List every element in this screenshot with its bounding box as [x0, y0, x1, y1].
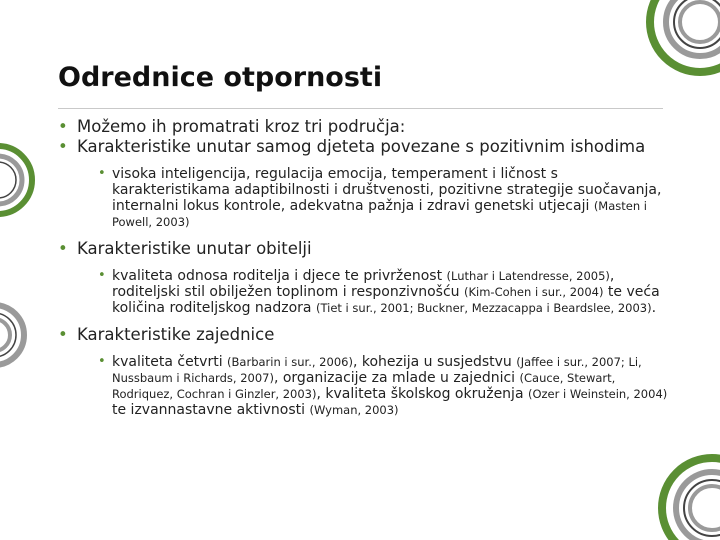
citation: (Wyman, 2003) — [309, 403, 399, 417]
bullet-icon: • — [58, 239, 68, 258]
bullet-text: Karakteristike zajednice — [77, 325, 275, 344]
bullet-item — [58, 118, 668, 136]
citation: (Luthar i Latendresse, 2005) — [446, 269, 610, 283]
ring-icon-top-right — [650, 0, 720, 72]
bullet-icon: • — [98, 354, 106, 369]
title-divider — [58, 108, 663, 109]
sub-bullet-item — [98, 268, 668, 316]
sub-bullet-item — [98, 354, 668, 418]
sub-bullet-text: , organizacije za mlade u zajednici — [273, 370, 520, 386]
slide-body — [58, 118, 668, 428]
citation: (Cauce, Stewart, Rodriquez, Cochran i Ginzler, 2003) — [112, 371, 616, 401]
sub-bullet-text: kvaliteta četvrti — [112, 354, 228, 370]
ring-icon-bottom-right — [662, 458, 720, 540]
citation: (Barbarin i sur., 2006) — [227, 355, 353, 369]
bullet-icon: • — [58, 137, 68, 156]
citation: (Ozer i Weinstein, 2004) — [527, 387, 668, 401]
sub-bullet-text: , roditeljski stil obilježen toplinom i responzivnošću — [112, 268, 615, 300]
citation: (Tiet i sur., 2001; Buckner, Mezzacappa i Beardslee, 2003) — [315, 301, 652, 315]
sub-bullet-text: te veća količina roditeljskog nadzora — [112, 284, 660, 316]
ring-icon-left-bottom — [0, 305, 24, 365]
bullet-text: Karakteristike unutar samog djeteta povezane s pozitivnim ishodima — [77, 137, 646, 156]
bullet-item — [58, 240, 668, 258]
sub-bullet-text: . — [651, 300, 657, 316]
sub-bullet-item — [98, 166, 668, 230]
sub-bullet-text: kvaliteta odnosa roditelja i djece te privrženost — [112, 268, 447, 284]
citation: (Kim-Cohen i sur., 2004) — [464, 285, 604, 299]
slide-title: Odrednice otpornosti — [58, 62, 383, 93]
bullet-text: Možemo ih promatrati kroz tri područja: — [77, 117, 406, 136]
bullet-icon: • — [58, 117, 68, 136]
sub-bullet-text: visoka inteligencija, regulacija emocija, temperament i ličnost s karakteristikama adaptibilnosti i društvenosti, pozitivne strategije suočavanja, internalni lokus kontrole, adekvatna pažnja i zdravi genetski utjecaji — [112, 166, 662, 214]
bullet-icon: • — [58, 325, 68, 344]
bullet-text: Karakteristike unutar obitelji — [77, 239, 312, 258]
sub-bullet-text: te izvannastavne aktivnosti — [112, 402, 310, 418]
bullet-icon: • — [98, 268, 106, 283]
bullet-item — [58, 326, 668, 344]
bullet-item — [58, 138, 668, 156]
sub-bullet-text: , kvaliteta školskog okruženja — [316, 386, 528, 402]
bullet-icon: • — [98, 166, 106, 181]
ring-icon-left-middle — [0, 146, 32, 214]
citation: (Jaffee i sur., 2007; Li, Nussbaum i Richards, 2007) — [112, 355, 642, 385]
sub-bullet-text: , kohezija u susjedstvu — [352, 354, 517, 370]
citation: (Masten i Powell, 2003) — [112, 199, 647, 229]
